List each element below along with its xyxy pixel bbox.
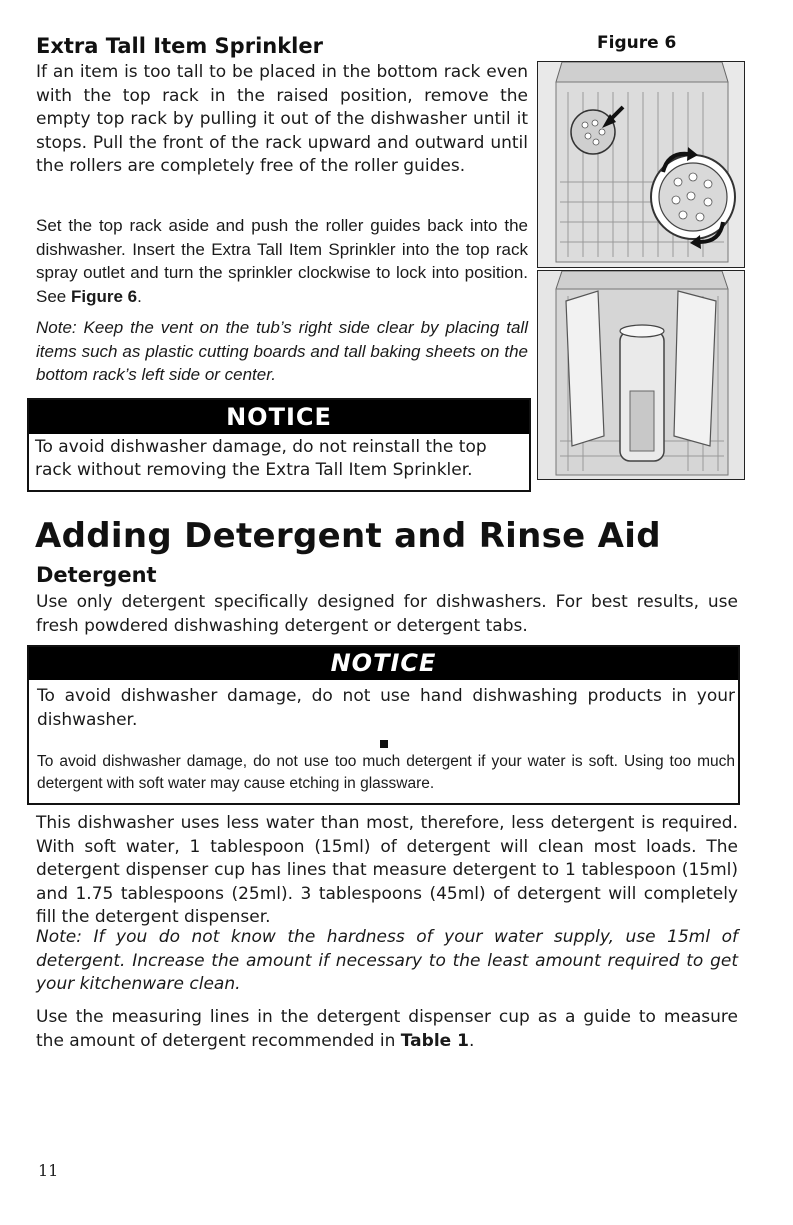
subheading: Detergent [36, 563, 157, 587]
notice-box [27, 398, 531, 492]
notice-text: To avoid dishwasher damage, do not use hand dishwashing products in your dishwasher. [37, 686, 735, 730]
paragraph: Use only detergent specifically designed for dishwashers. For best results, use fresh powdered dishwashing detergent or detergent tabs. [36, 592, 738, 636]
dishwasher-top-rack-illustration [538, 62, 745, 268]
figure-bottom-rack-image [537, 270, 745, 480]
notice-text: To avoid dishwasher damage, do not reinstall the top rack without removing the Extra Tall Item Sprinkler. [35, 437, 487, 480]
dishwasher-bottom-rack-illustration [538, 271, 745, 480]
note: Note: Keep the vent on the tub’s right side clear by placing tall items such as plastic cutting boards and tall baking sheets on the bottom rack’s left side or center. [36, 318, 528, 384]
paragraph: If an item is too tall to be placed in the bottom rack even with the top rack in the raised position, remove the empty top rack by pulling it out of the dishwasher until it stops. Pull the front of the rack upward and outward until the rollers are completely free of the roller guides. [36, 62, 528, 176]
figure-label: Figure 6 [597, 33, 677, 53]
notice-title: NOTICE [29, 400, 529, 434]
section-title: Extra Tall Item Sprinkler [36, 34, 323, 58]
note: Note: If you do not know the hardness of your water supply, use 15ml of detergent. Increase the amount if necessary to the least amount required to get your kitchenware clean. [36, 927, 738, 994]
table-reference: Table 1 [400, 1030, 469, 1051]
notice-title: NOTICE [29, 647, 738, 680]
paragraph: Set the top rack aside and push the roller guides back into the dishwasher. Insert the Extra Tall Item Sprinkler into the top rack spray outlet and turn the sprinkler clockwise to lock into position. See Figure 6. [36, 216, 528, 306]
separator-bullet [29, 734, 738, 751]
page-number: 11 [38, 1161, 59, 1180]
notice-text: To avoid dishwasher damage, do not use too much detergent if your water is soft. Using too much detergent with soft water may cause etching in glassware. [37, 753, 735, 792]
paragraph: Use the measuring lines in the detergent dispenser cup as a guide to measure the amount of detergent recommended in Table 1. [36, 1007, 738, 1051]
notice-box [27, 645, 740, 805]
figure-top-rack-image [537, 61, 745, 268]
paragraph: This dishwasher uses less water than most, therefore, less detergent is required. With soft water, 1 tablespoon (15ml) of detergent will clean most loads. The detergent dispenser cup has lines that measure detergent to 1 tablespoon (15ml) and 1.75 tablespoons (25ml). 3 tablespoons (45ml) of detergent will completely fill the detergent dispenser. [36, 813, 738, 927]
section-heading: Adding Detergent and Rinse Aid [35, 516, 661, 556]
figure-reference: Figure 6 [70, 286, 138, 306]
